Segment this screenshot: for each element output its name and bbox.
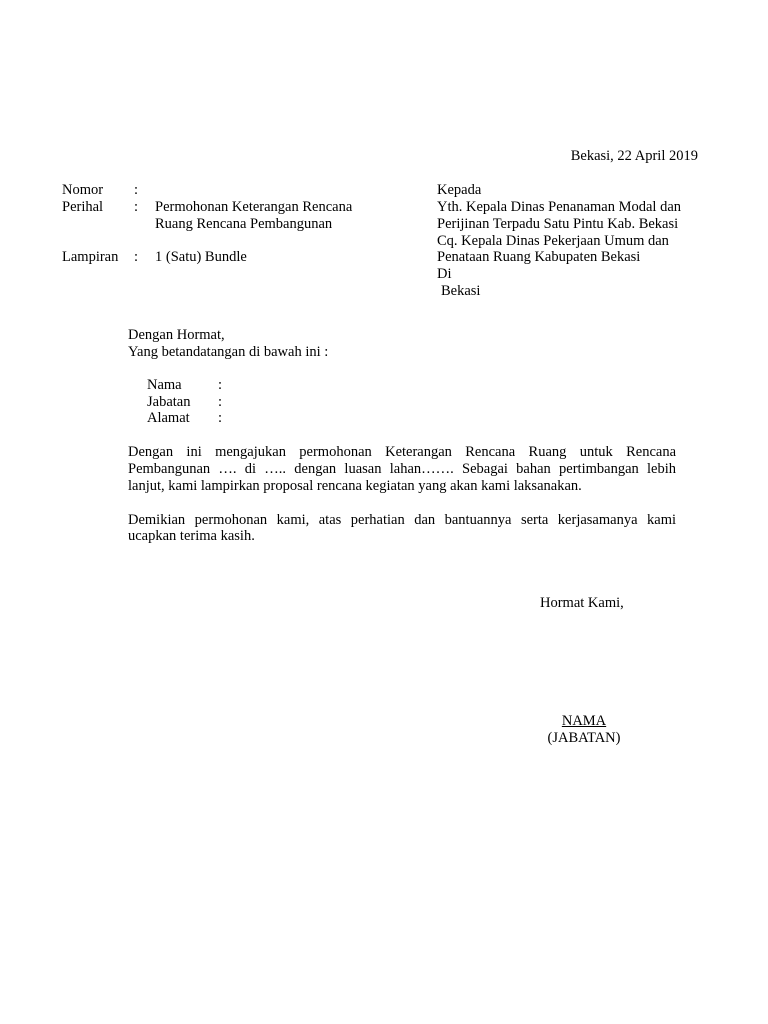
body-paragraph-1-line-1: Dengan ini mengajukan permohonan Keterangan Rencana Ruang untuk Rencana xyxy=(128,444,676,460)
signatory-title: (JABATAN) xyxy=(547,730,621,746)
nomor-colon: : xyxy=(134,182,139,198)
closing-greeting: Hormat Kami, xyxy=(540,595,624,611)
field-label-jabatan: Jabatan xyxy=(147,394,191,410)
recipient-line-7: Bekasi xyxy=(441,283,481,299)
recipient-line-3: Perijinan Terpadu Satu Pintu Kab. Bekasi xyxy=(437,216,679,232)
perihal-colon: : xyxy=(134,199,139,215)
body-paragraph-2-line-2: ucapkan terima kasih. xyxy=(128,528,255,544)
salutation-line-2: Yang betandatangan di bawah ini : xyxy=(128,344,329,360)
field-colon-nama: : xyxy=(218,377,223,393)
lampiran-colon: : xyxy=(134,249,139,265)
field-colon-jabatan: : xyxy=(218,394,223,410)
lampiran-label: Lampiran xyxy=(62,249,119,265)
field-label-nama: Nama xyxy=(147,377,182,393)
body-paragraph-2-line-1: Demikian permohonan kami, atas perhatian dan bantuannya serta kerjasamanya kami xyxy=(128,512,676,528)
perihal-line-1: Permohonan Keterangan Rencana xyxy=(155,199,353,215)
salutation-line-1: Dengan Hormat, xyxy=(128,327,225,343)
body-paragraph-1-line-3: lanjut, kami lampirkan proposal rencana kegiatan yang akan kami laksanakan. xyxy=(128,478,582,494)
recipient-line-1: Kepada xyxy=(437,182,482,198)
perihal-label: Perihal xyxy=(62,199,104,215)
recipient-line-5: Penataan Ruang Kabupaten Bekasi xyxy=(437,249,641,265)
lampiran-value: 1 (Satu) Bundle xyxy=(155,249,247,265)
recipient-line-6: Di xyxy=(437,266,452,282)
field-colon-alamat: : xyxy=(218,410,223,426)
recipient-line-2: Yth. Kepala Dinas Penanaman Modal dan xyxy=(437,199,682,215)
perihal-line-2: Ruang Rencana Pembangunan xyxy=(155,216,333,232)
signatory-name: NAMA xyxy=(561,713,607,729)
date-line: Bekasi, 22 April 2019 xyxy=(570,148,698,164)
field-label-alamat: Alamat xyxy=(147,410,190,426)
nomor-label: Nomor xyxy=(62,182,104,198)
recipient-line-4: Cq. Kepala Dinas Pekerjaan Umum dan xyxy=(437,233,669,249)
body-paragraph-1-line-2: Pembangunan …. di ….. dengan luasan lahan……. Sebagai bahan pertimbangan lebih xyxy=(128,461,676,477)
